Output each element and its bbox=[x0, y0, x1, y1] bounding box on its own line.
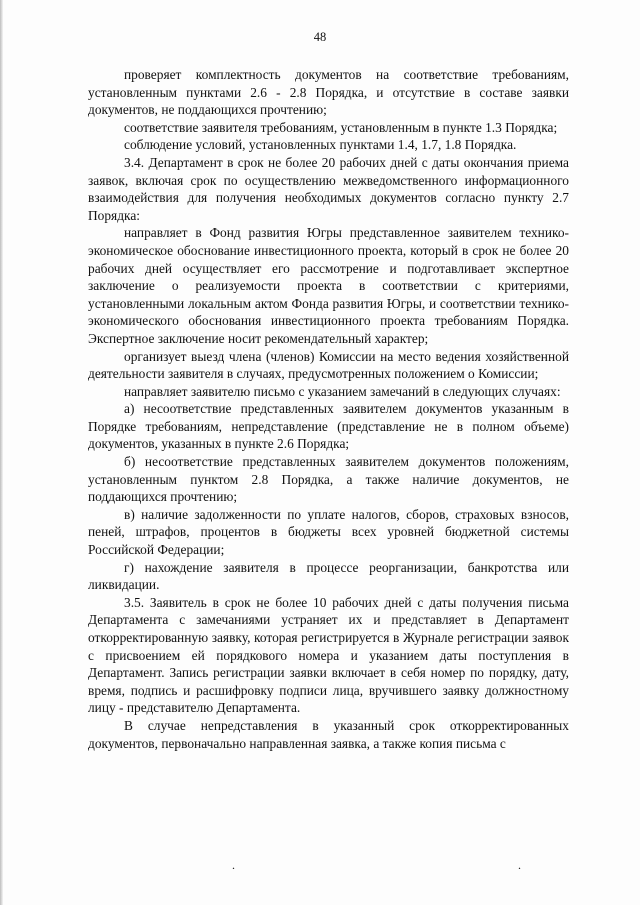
paragraph-3-5: 3.5. Заявитель в срок не более 10 рабочих дней с даты получения письма Департамента с замечаниями устраняет их и представляет в Департамент откорректированную заявку, которая регистрируется в Журнале регистрации заявок с присвоением ей порядкового номера и указанием даты поступления в Департамент. Запись регистрации заявки включает в себя номер по порядку, дату, время, подпись и расшифровку подписи лица, вручившего заявку должностному лицу - представителю Департамента. bbox=[88, 594, 569, 716]
paragraph-check-completeness: проверяет комплектность документов на соответствие требованиям, установленным пунктами 2.6 - 2.8 Порядка, и отсутствие в составе заявки документов, не поддающихся прочтению; bbox=[88, 67, 569, 118]
paragraph-case-b: б) несоответствие представленных заявителем документов положениям, установленным пунктом 2.8 Порядка, а также наличие документов, не поддающихся прочтению; bbox=[88, 454, 569, 505]
paragraph-remarks-letter: направляет заявителю письмо с указанием замечаний в следующих случаях: bbox=[124, 383, 561, 399]
document-body bbox=[88, 66, 569, 752]
paragraph-fund-review: направляет в Фонд развития Югры представленное заявителем технико-экономическое обоснование инвестиционного проекта, который в срок не более 20 рабочих дней осуществляет его рассмотрение и подготавливает экспертное заключение о реализуемости проекта в соответствии с критериями, установленными локальным актом Фонда развития Югры, и соответствии технико-экономического обоснования инвестиционного проекта требованиям Порядка. Экспертное заключение носит рекомендательный характер; bbox=[88, 225, 569, 346]
scan-edge bbox=[0, 0, 3, 905]
paragraph-3-4: 3.4. Департамент в срок не более 20 рабочих дней с даты окончания приема заявок, включая срок по осуществлению межведомственного информационного взаимодействия для получения необходимых документов согласно пункту 2.7 Порядка: bbox=[88, 154, 569, 223]
paragraph-conditions: соблюдение условий, установленных пунктами 1.4, 1.7, 1.8 Порядка. bbox=[124, 137, 517, 153]
page-number: 48 bbox=[313, 30, 327, 44]
paragraph-case-g: г) нахождение заявителя в процессе реорганизации, банкротства или ликвидации. bbox=[88, 559, 569, 593]
paragraph-case-v: в) наличие задолженности по уплате налогов, сборов, страховых взносов, пеней, штрафов, процентов в бюджеты всех уровней бюджетной системы Российской Федерации; bbox=[88, 506, 569, 558]
footer-mark-right: . bbox=[518, 858, 521, 872]
paragraph-non-submission: В случае непредставления в указанный срок откорректированных документов, первоначально направленная заявка, а также копия письма с bbox=[88, 717, 569, 751]
paragraph-commission-visit: организует выезд члена (членов) Комиссии на место ведения хозяйственной деятельности заявителя в случаях, предусмотренных положением о Комиссии; bbox=[88, 348, 569, 382]
paragraph-applicant-compliance: соответствие заявителя требованиям, установленным в пункте 1.3 Порядка; bbox=[124, 119, 558, 135]
paragraph-case-a: а) несоответствие представленных заявителем документов указанным в Порядке требованиям, непредставление (представление не в полном объеме) документов, указанных в пункте 2.6 Порядка; bbox=[88, 401, 569, 452]
footer-mark-left: . bbox=[232, 858, 235, 872]
